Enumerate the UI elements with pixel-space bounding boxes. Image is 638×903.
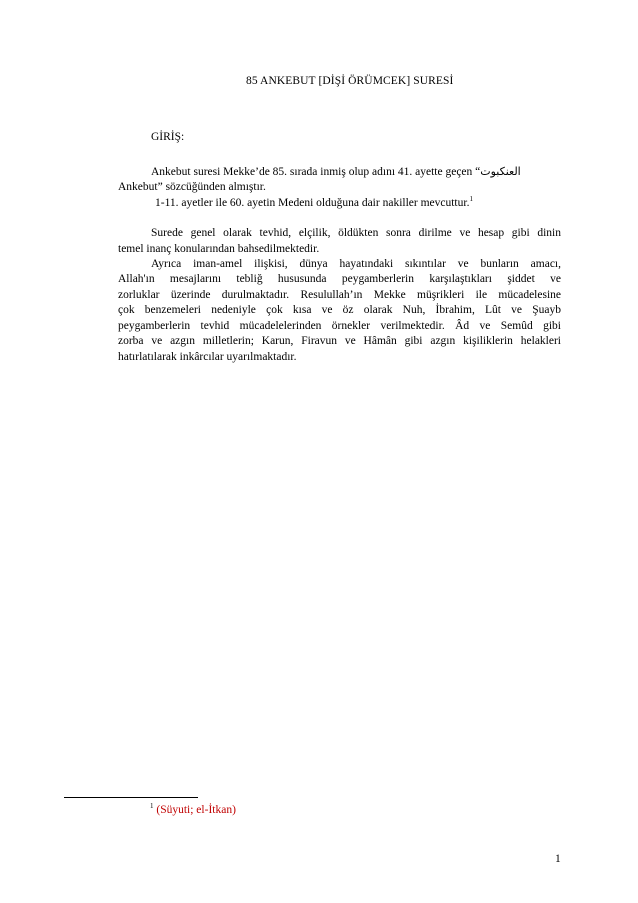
para2-line [155, 196, 473, 212]
para3-line1: Surede genel olarak tevhid, elçilik, öldükten sonra dirilme ve hesap gibi dinin [151, 227, 561, 239]
footnote-number: 1 [150, 802, 154, 811]
page-number: 1 [555, 853, 561, 865]
para1-line1 [151, 164, 521, 181]
para4-line3: zorluklar üzerinde durulmaktadır. Resulullah’ın Mekke müşrikleri ile mücadelesine [118, 289, 561, 301]
para2-text: 1-11. ayetler ile 60. ayetin Medeni olduğuna dair nakiller mevcuttur. [155, 197, 470, 209]
intro-heading: GİRİŞ: [151, 131, 185, 143]
para1-text: Ankebut suresi Mekke’de 85. sırada inmiş olup adını 41. ayette geçen “ [151, 166, 481, 178]
para4-line5: peygamberlerin tevhid mücadelelerinden örnekler verilmektedir. Âd ve Semûd gibi [118, 320, 561, 332]
para1-line2: Ankebut” sözcüğünden almıştır. [118, 181, 266, 193]
para4-line2: Allah'ın mesajlarını tebliğ hususunda peygamberlerin karşılaştıkları şiddet ve [118, 273, 561, 285]
para4-line7: hatırlatılarak inkârcılar uyarılmaktadır. [118, 351, 297, 363]
arabic-word: العنكبوت [480, 165, 521, 178]
footnote-separator [64, 797, 198, 798]
footnote-reference: 1 [469, 195, 473, 204]
para4-line6: zorba ve azgın milletlerin; Karun, Firavun ve Hâmân gibi azgın kişiliklerin helakleri [118, 335, 561, 347]
footnote-text: (Süyuti; el-İtkan) [156, 804, 236, 816]
para4-line4: çok benzemeleri nedeniyle çok kısa ve öz olarak Nuh, İbrahim, Lût ve Şuayb [118, 304, 561, 316]
para4-line1: Ayrıca iman-amel ilişkisi, dünya hayatındaki sıkıntılar ve bunların amacı, [151, 258, 561, 270]
page-title: 85 ANKEBUT [DİŞİ ÖRÜMCEK] SURESİ [246, 75, 454, 87]
para3-line2: temel inanç konularından bahsedilmektedir. [118, 243, 320, 255]
footnote [150, 804, 236, 816]
